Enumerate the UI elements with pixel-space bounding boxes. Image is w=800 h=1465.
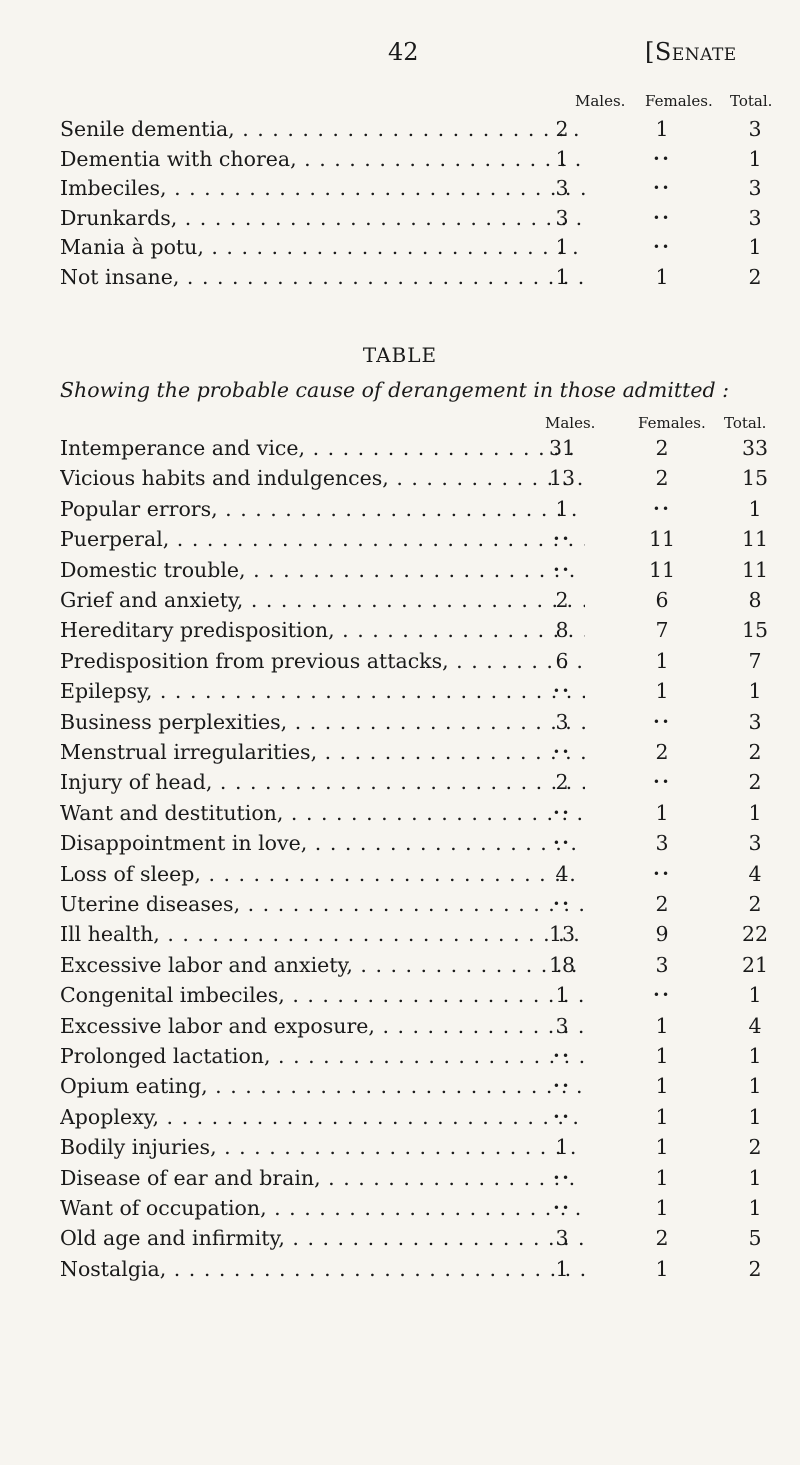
column-header-total: Total. — [730, 92, 773, 110]
row-label: Intemperance and vice, . . . — [60, 436, 585, 460]
row-label: Nostalgia, . . . — [60, 1257, 585, 1281]
females-count: 1 — [655, 1165, 669, 1190]
total-count: 11 — [741, 527, 769, 552]
females-count: 1 — [655, 1196, 669, 1220]
males-count: 8 — [555, 618, 569, 643]
total-count: 2 — [748, 1256, 762, 1281]
males-count — [542, 1074, 582, 1098]
males-count: 1 — [555, 264, 569, 289]
total-count: 2 — [748, 740, 762, 764]
females-count: 2 — [655, 740, 669, 764]
table-row — [60, 770, 775, 800]
females-count: 1 — [655, 1044, 669, 1068]
row-label: Dementia with chorea, . . . — [60, 147, 585, 171]
females-count: 1 — [655, 117, 669, 141]
table-row — [60, 206, 775, 236]
females-count: 11 — [648, 557, 676, 582]
total-count: 1 — [748, 679, 762, 704]
total-count: 2 — [748, 770, 762, 795]
row-label: Grief and anxiety, . . . — [60, 588, 585, 612]
table-title: TABLE — [362, 343, 438, 367]
females-count — [642, 710, 682, 734]
males-count: 2 — [555, 770, 569, 795]
females-count: 2 — [655, 466, 669, 491]
table-subtitle: Showing the probable cause of derangement in those admitted : — [60, 378, 730, 402]
males-count: 3 — [555, 1226, 569, 1251]
males-count: 1 — [555, 1135, 569, 1160]
females-count: 7 — [655, 618, 669, 643]
females-count: 1 — [655, 1135, 669, 1160]
total-count: 1 — [748, 1196, 762, 1220]
females-count: 11 — [648, 527, 676, 552]
males-count — [542, 1166, 582, 1190]
total-count: 1 — [748, 496, 762, 521]
females-count: 1 — [655, 1074, 669, 1099]
row-label: Business perplexities, . . . — [60, 710, 585, 734]
females-count: 1 — [655, 679, 669, 704]
row-label: Ill health, . . . — [60, 922, 585, 946]
total-count: 3 — [748, 117, 762, 141]
table-row — [60, 953, 775, 983]
table-row — [60, 1257, 775, 1287]
total-count: 15 — [741, 618, 769, 643]
row-label: Disease of ear and brain, . . . — [60, 1166, 585, 1190]
total-count: 3 — [748, 205, 762, 230]
row-label: Loss of sleep, . . . — [60, 862, 585, 886]
total-count: 1 — [748, 1104, 762, 1129]
females-count — [642, 497, 682, 521]
males-count: 1 — [555, 146, 569, 171]
males-count — [542, 892, 582, 916]
males-count: 18 — [548, 952, 576, 977]
table-row — [60, 1014, 775, 1044]
table-row — [60, 1166, 775, 1196]
males-count: 1 — [555, 496, 569, 521]
row-label: Injury of head, . . . — [60, 770, 585, 794]
total-count: 3 — [748, 831, 762, 856]
males-count: 2 — [555, 588, 569, 612]
row-label: Want of occupation, . . . — [60, 1196, 585, 1220]
total-count: 8 — [748, 588, 762, 612]
total-count: 1 — [748, 800, 762, 825]
females-count: 9 — [655, 922, 669, 947]
females-count: 1 — [655, 1013, 669, 1038]
row-label: Old age and infirmity, . . . — [60, 1226, 585, 1250]
females-count — [642, 206, 682, 230]
females-count — [642, 983, 682, 1007]
table-row — [60, 176, 775, 206]
row-label: Senile dementia, . . . — [60, 117, 585, 141]
total-count: 1 — [748, 1044, 762, 1068]
females-count — [642, 147, 682, 171]
females-count — [642, 176, 682, 200]
males-count — [542, 740, 582, 764]
total-count: 1 — [748, 235, 762, 259]
males-count: 13 — [548, 922, 576, 947]
males-count — [542, 527, 582, 551]
total-count: 4 — [748, 1013, 762, 1038]
row-label: Excessive labor and anxiety, . . . — [60, 953, 585, 977]
running-head-section: Senate — [654, 38, 737, 66]
row-label: Apoplexy, . . . — [60, 1105, 585, 1129]
row-label: Predisposition from previous attacks, . . . — [60, 649, 585, 673]
row-label: Want and destitution, . . . — [60, 801, 585, 825]
females-count — [642, 235, 682, 259]
table-row — [60, 679, 775, 709]
total-count: 1 — [748, 1074, 762, 1099]
column-header-females: Females. — [638, 414, 706, 432]
males-count — [542, 831, 582, 855]
males-count: 3 — [555, 176, 569, 200]
females-count — [642, 770, 682, 794]
table-row — [60, 147, 775, 177]
total-count: 2 — [748, 1135, 762, 1160]
row-label: Domestic trouble, . . . — [60, 558, 585, 582]
total-count: 22 — [741, 922, 769, 947]
column-header-females: Females. — [645, 92, 713, 110]
running-head — [645, 38, 737, 66]
females-count — [642, 862, 682, 886]
row-label: Not insane, . . . — [60, 265, 585, 289]
row-label: Drunkards, . . . — [60, 206, 585, 230]
table-row — [60, 527, 775, 557]
table-row — [60, 1074, 775, 1104]
females-count: 2 — [655, 892, 669, 916]
females-count: 1 — [655, 264, 669, 289]
row-label: Uterine diseases, . . . — [60, 892, 585, 916]
row-label: Bodily injuries, . . . — [60, 1135, 585, 1159]
females-count: 1 — [655, 1256, 669, 1281]
page-number: 42 — [388, 38, 419, 66]
table-row — [60, 1135, 775, 1165]
total-count: 5 — [748, 1226, 762, 1251]
table-row — [60, 558, 775, 588]
females-count: 1 — [655, 1104, 669, 1129]
column-header-males: Males. — [575, 92, 626, 110]
total-count: 3 — [748, 709, 762, 734]
table-row — [60, 649, 775, 679]
females-count: 6 — [655, 588, 669, 612]
total-count: 21 — [741, 952, 769, 977]
page-header — [0, 38, 800, 68]
table-row — [60, 1105, 775, 1135]
males-count — [542, 1196, 582, 1220]
table-row — [60, 1044, 775, 1074]
males-count: 3 — [555, 205, 569, 230]
row-label: Opium eating, . . . — [60, 1074, 585, 1098]
row-label: Epilepsy, . . . — [60, 679, 585, 703]
row-label: Popular errors, . . . — [60, 497, 585, 521]
table-row — [60, 892, 775, 922]
males-count: 6 — [555, 648, 569, 673]
row-label: Puerperal, . . . — [60, 527, 585, 551]
males-count: 3 — [555, 709, 569, 734]
total-count: 1 — [748, 146, 762, 171]
table-row — [60, 1226, 775, 1256]
table-row — [60, 922, 775, 952]
table-row — [60, 466, 775, 496]
total-count: 3 — [748, 176, 762, 200]
total-count: 11 — [741, 557, 769, 582]
column-header-males: Males. — [545, 414, 596, 432]
row-label: Congenital imbeciles, . . . — [60, 983, 585, 1007]
total-count: 1 — [748, 1165, 762, 1190]
table-row — [60, 497, 775, 527]
males-count — [542, 1105, 582, 1129]
males-count: 1 — [555, 1256, 569, 1281]
running-head-bracket: [ — [645, 38, 655, 66]
females-count: 2 — [655, 436, 669, 460]
females-count: 3 — [655, 952, 669, 977]
table-row — [60, 740, 775, 770]
row-label: Vicious habits and indulgences, . . . — [60, 466, 585, 490]
total-count: 2 — [748, 264, 762, 289]
total-count: 1 — [748, 983, 762, 1008]
total-count: 2 — [748, 892, 762, 916]
females-count: 3 — [655, 831, 669, 856]
males-count — [542, 1044, 582, 1068]
males-count: 1 — [555, 983, 569, 1008]
column-header-total: Total. — [724, 414, 767, 432]
table-row — [60, 117, 775, 147]
females-count: 1 — [655, 800, 669, 825]
row-label: Excessive labor and exposure, . . . — [60, 1014, 585, 1038]
males-count: 3 — [555, 1013, 569, 1038]
table-row — [60, 983, 775, 1013]
table-row — [60, 1196, 775, 1226]
total-count: 4 — [748, 861, 762, 886]
males-count — [542, 558, 582, 582]
males-count — [542, 679, 582, 703]
table-row — [60, 801, 775, 831]
males-count: 13 — [548, 466, 576, 491]
table-row — [60, 862, 775, 892]
total-count: 33 — [741, 436, 769, 460]
females-count: 1 — [655, 648, 669, 673]
row-label: Imbeciles, . . . — [60, 176, 585, 200]
males-count: 1 — [555, 235, 569, 259]
males-count: 31 — [548, 436, 576, 460]
table-row — [60, 436, 775, 466]
total-count: 15 — [741, 466, 769, 491]
row-label: Hereditary predisposition, . . . — [60, 618, 585, 642]
table-row — [60, 265, 775, 295]
table-row — [60, 710, 775, 740]
males-count: 2 — [555, 117, 569, 141]
row-label: Menstrual irregularities, . . . — [60, 740, 585, 764]
males-count: 4 — [555, 861, 569, 886]
total-count: 7 — [748, 648, 762, 673]
table-row — [60, 618, 775, 648]
row-label: Mania à potu, . . . — [60, 235, 585, 259]
table-row — [60, 588, 775, 618]
table-row — [60, 831, 775, 861]
table-row — [60, 235, 775, 265]
row-label: Prolonged lactation, . . . — [60, 1044, 585, 1068]
females-count: 2 — [655, 1226, 669, 1251]
males-count — [542, 801, 582, 825]
row-label: Disappointment in love, . . . — [60, 831, 585, 855]
